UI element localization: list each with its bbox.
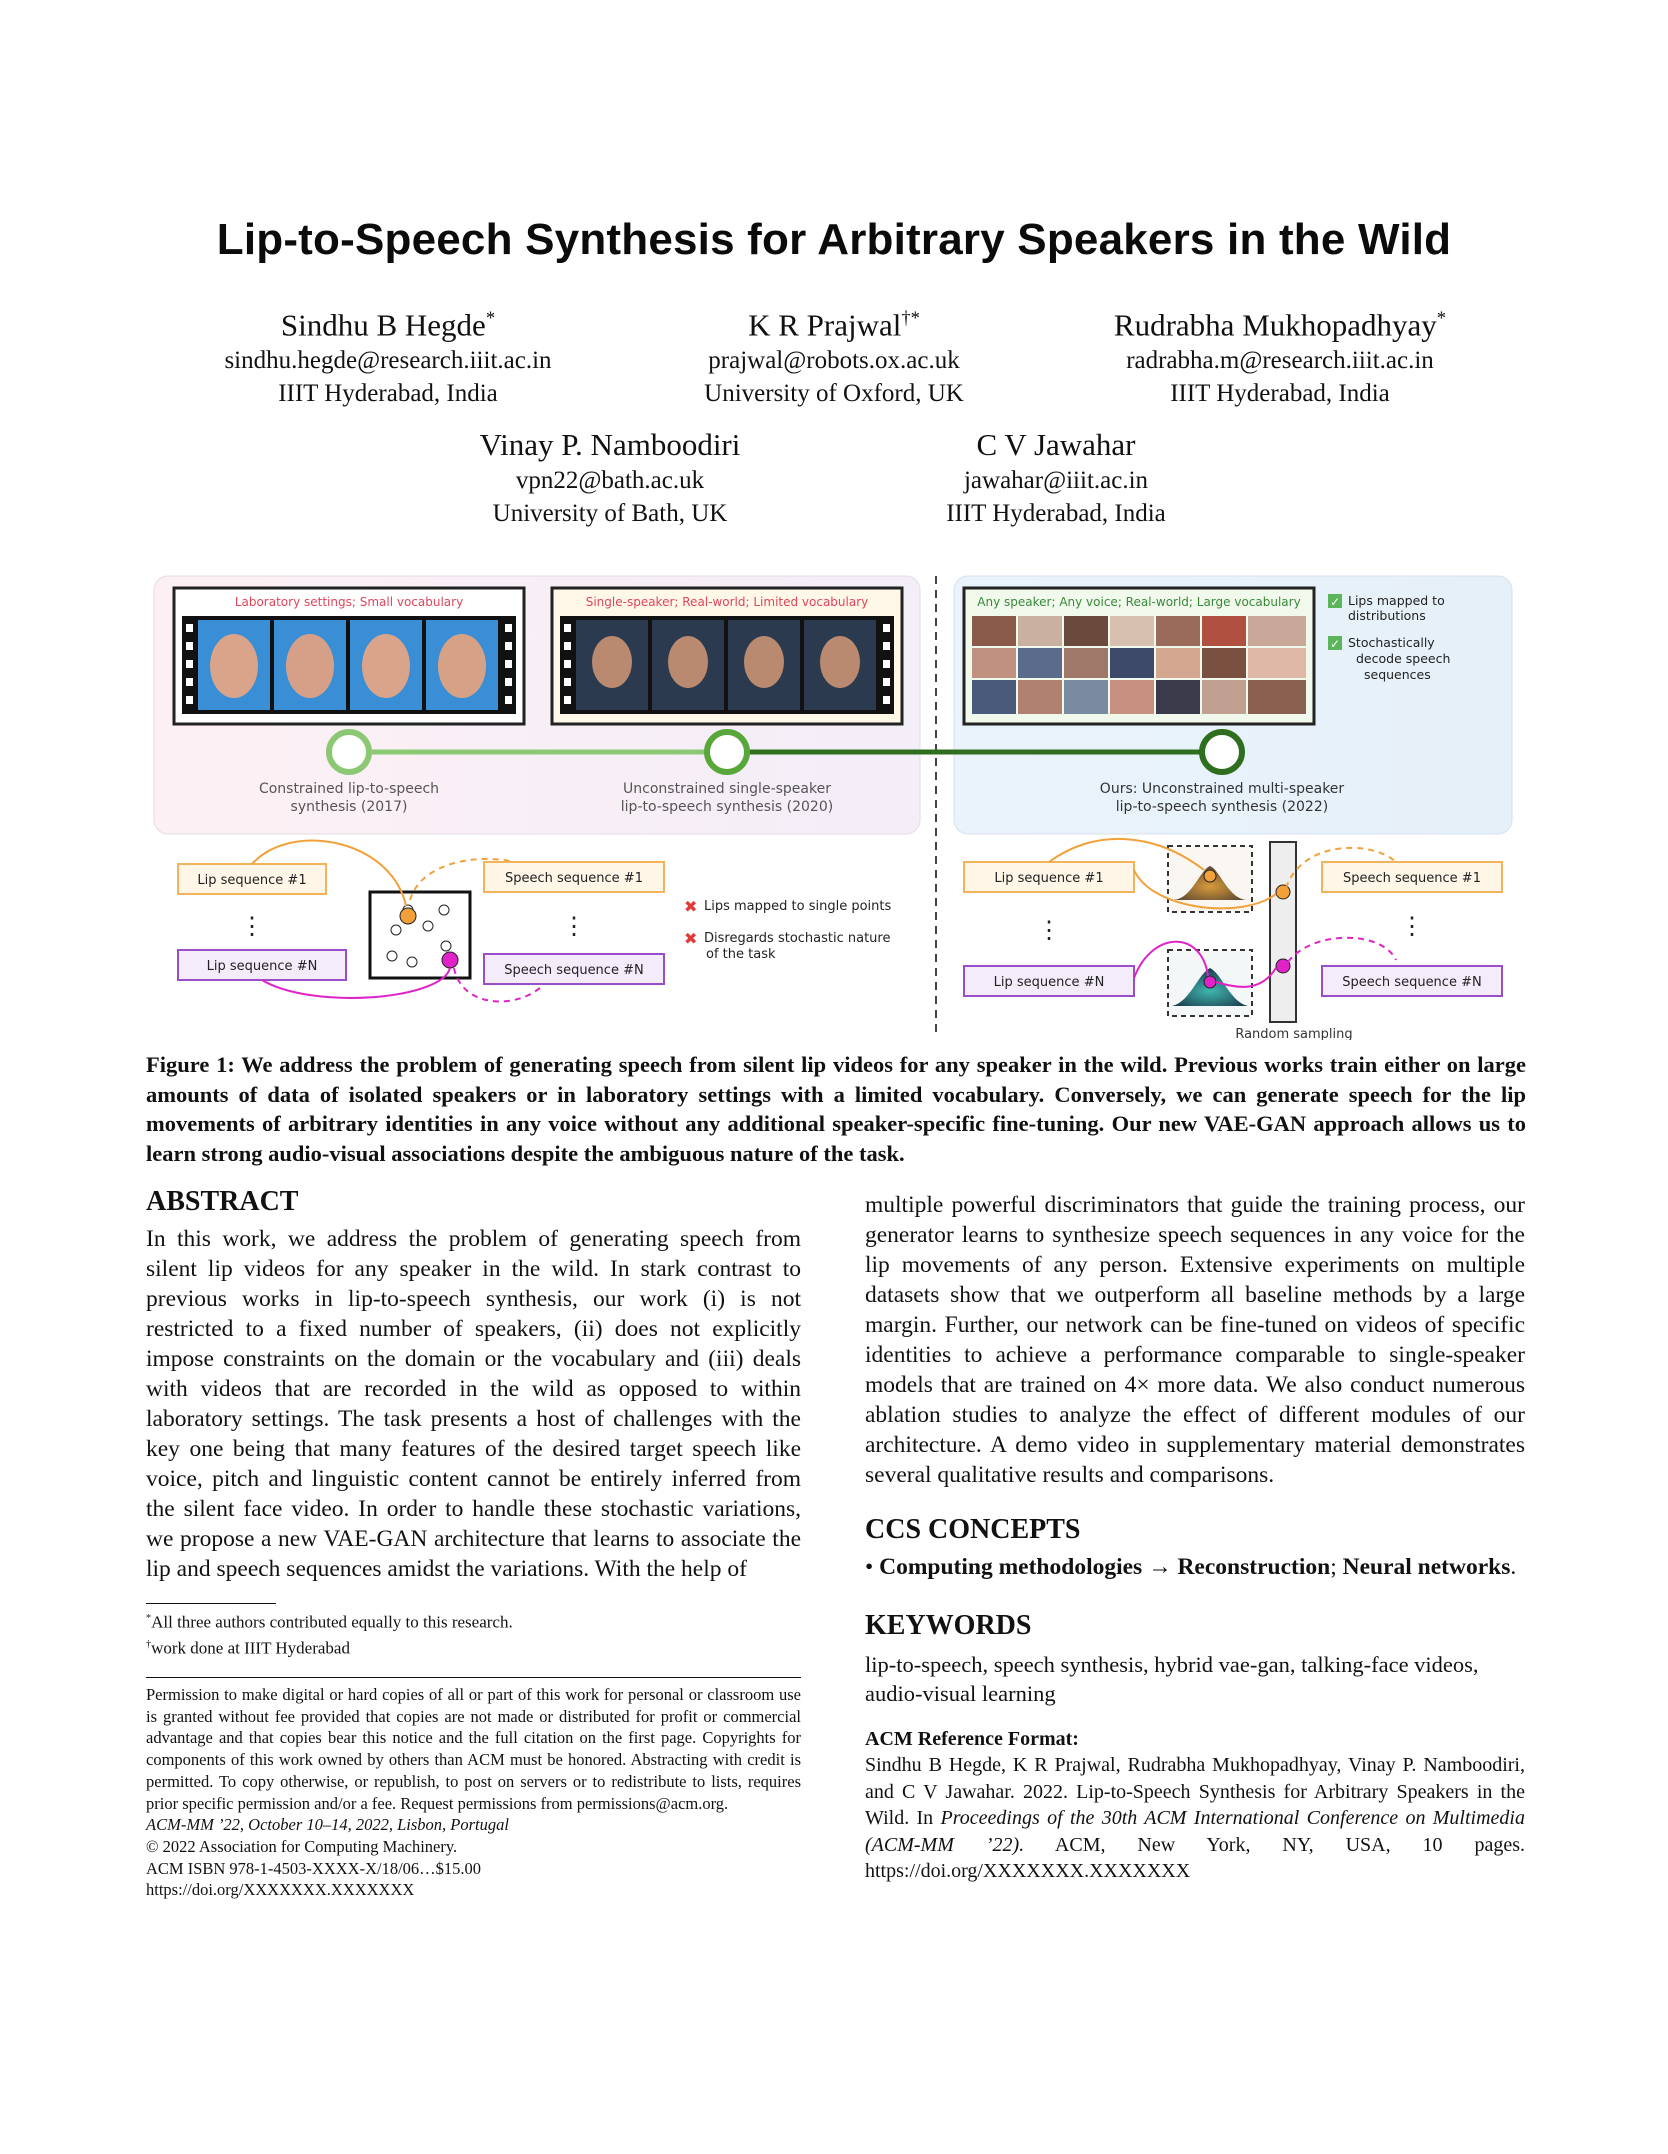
ours-speech-seq-1-label: Speech sequence #1 bbox=[1343, 871, 1481, 886]
ours-speech-seq-n-label: Speech sequence #N bbox=[1342, 975, 1482, 990]
svg-text:✓: ✓ bbox=[1330, 595, 1341, 609]
orange-point bbox=[400, 908, 416, 924]
acm-ref-post: ACM, New York, NY, USA, 10 pages. https://doi.org/XXXXXXX.XXXXXXX bbox=[865, 1833, 1525, 1882]
copyright-line: © 2022 Association for Computing Machinery. bbox=[146, 1836, 458, 1856]
lip-seq-1-label: Lip sequence #1 bbox=[197, 873, 307, 888]
author-affiliation: IIIT Hyderabad, India bbox=[1170, 380, 1390, 408]
author-name: K R Prajwal bbox=[748, 307, 902, 343]
author-mark: * bbox=[485, 308, 496, 329]
acm-ref-pre: Sindhu B Hegde, K R Prajwal, Rudrabha Mukhopadhyay, Vinay P. Namboodiri, and C V Jawahar. 2022. Lip-to-Speech Synthesis for Arbitrary Speakers in the Wild. In bbox=[865, 1754, 1525, 1829]
svg-text:✓: ✓ bbox=[1330, 637, 1341, 651]
author-name: Sindhu B Hegde bbox=[280, 307, 486, 343]
author-name: C V Jawahar bbox=[976, 427, 1136, 462]
author-email[interactable]: vpn22@bath.ac.uk bbox=[515, 467, 705, 494]
author-affiliation: IIIT Hyderabad, India bbox=[946, 500, 1166, 527]
author-block-1 bbox=[158, 300, 618, 410]
author-email[interactable]: radrabha.m@research.iiit.ac.in bbox=[1126, 347, 1434, 375]
ours-lip-seq-1-label: Lip sequence #1 bbox=[994, 871, 1104, 886]
author-email[interactable]: jawahar@iiit.ac.in bbox=[963, 467, 1149, 494]
ccs-concept-3: Neural networks bbox=[1342, 1554, 1511, 1580]
multi-speaker-face-grid bbox=[972, 616, 1306, 714]
vertical-dots: ⋮ bbox=[240, 914, 264, 940]
author-block-4 bbox=[380, 426, 840, 530]
ours-arrow-out-n bbox=[1288, 938, 1396, 962]
cross-icon: ✖ bbox=[684, 929, 698, 948]
timeline-node-2017 bbox=[329, 732, 369, 772]
vertical-dots: ⋮ bbox=[1037, 918, 1061, 944]
cross-label-2a: Disregards stochastic nature bbox=[704, 931, 891, 946]
ccs-sep: ; bbox=[1330, 1554, 1337, 1580]
footnote-1: All three authors contributed equally to this research. bbox=[151, 1612, 513, 1632]
keywords-heading: KEYWORDS bbox=[865, 1610, 1032, 1641]
speech-seq-1-label: Speech sequence #1 bbox=[505, 871, 643, 886]
doi-line[interactable]: https://doi.org/XXXXXXX.XXXXXXX bbox=[146, 1880, 415, 1900]
ccs-heading: CCS CONCEPTS bbox=[865, 1514, 1081, 1545]
cross-icon: ✖ bbox=[684, 897, 698, 916]
author-name: Rudrabha Mukhopadhyay bbox=[1113, 307, 1437, 343]
magenta-point bbox=[442, 952, 458, 968]
check-label-2b: decode speech bbox=[1356, 651, 1451, 666]
speech-seq-n-label: Speech sequence #N bbox=[504, 963, 644, 978]
figure-caption: Figure 1: We address the problem of generating speech from silent lip videos for any speaker in the wild. Previous works train either on large amounts of data of isolated speakers or in laboratory settings with a limited vocabulary. Conversely, we can generate speech for the lip movements of arbitrary identities in any voice without any additional speaker-specific fine-tuning. Our new VAE-GAN approach allows us to learn strong audio-visual associations despite the ambiguous nature of the task. bbox=[146, 1052, 1526, 1166]
ccs-concept-1: Computing methodologies bbox=[879, 1554, 1143, 1580]
cross-label-2b: of the task bbox=[706, 947, 776, 962]
author-affiliation: University of Oxford, UK bbox=[704, 380, 964, 408]
permission-rule bbox=[146, 1677, 801, 1678]
author-affiliation: IIIT Hyderabad, India bbox=[278, 380, 498, 408]
acm-ref-heading: ACM Reference Format: bbox=[865, 1728, 1079, 1750]
footnote-mark: † bbox=[146, 1638, 152, 1650]
author-email[interactable]: sindhu.hegde@research.iiit.ac.in bbox=[224, 347, 552, 375]
paper-title: Lip-to-Speech Synthesis for Arbitrary Speakers in the Wild bbox=[216, 215, 1452, 264]
svg-text:Lip sequence #1 bbox=[197, 873, 306, 888]
cross-label-1: Lips mapped to single points bbox=[704, 899, 892, 914]
author-email[interactable]: prajwal@robots.ox.ac.uk bbox=[708, 347, 960, 375]
sampled-point-1 bbox=[1276, 885, 1290, 899]
ccs-bullet: • bbox=[865, 1554, 874, 1580]
author-block-3 bbox=[1050, 300, 1510, 410]
permission-block bbox=[146, 1684, 801, 1901]
timeline-text-2a: Unconstrained single-speaker bbox=[623, 781, 831, 797]
multi-speaker-label: Any speaker; Any voice; Real-world; Large vocabulary bbox=[977, 595, 1301, 609]
timeline-text-1b: synthesis (2017) bbox=[290, 799, 408, 815]
abstract-text-left: In this work, we address the problem of generating speech from silent lip videos for any speaker in the wild. In stark contrast to previous works in lip-to-speech synthesis, our work (i) is not restricted to a fixed number of speakers, (ii) does not explicitly impose constraints on the domain or the vocabulary and (iii) deals with videos that are recorded in the wild as opposed to within laboratory settings. The task presents a host of challenges with the key one being that many features of the desired target speech like voice, pitch and linguistic content cannot be entirely inferred from the silent face video. In order to handle these stochastic variations, we propose a new VAE-GAN architecture that learns to associate the lip and speech sequences amidst the variations. With the help of bbox=[146, 1226, 801, 1582]
conference-line: ACM-MM ’22, October 10–14, 2022, Lisbon, Portugal bbox=[146, 1815, 509, 1835]
isbn-line: ACM ISBN 978-1-4503-XXXX-X/18/06…$15.00 bbox=[146, 1858, 482, 1878]
author-block-2 bbox=[604, 300, 1064, 410]
permission-text: Permission to make digital or hard copies of all or part of this work for personal or classroom use is granted without fee provided that copies are not made or distributed for profit or commercial advantage and that copies bear this notice and the full citation on the first page. Copyrights for components of this work owned by others than ACM must be honored. Abstracting with credit is permitted. To copy otherwise, or republish, to post on servers or to redistribute to lists, requires prior specific permission and/or a fee. Request permissions from permissions@acm.org. bbox=[146, 1685, 801, 1813]
check-label-2c: sequences bbox=[1364, 667, 1431, 682]
check-label-1: Lips mapped to bbox=[1348, 593, 1445, 608]
check-label-2: Stochastically bbox=[1348, 635, 1435, 650]
author-block-5 bbox=[826, 426, 1286, 530]
lip-seq-n-label: Lip sequence #N bbox=[206, 959, 318, 974]
ccs-end: . bbox=[1510, 1554, 1517, 1580]
vertical-dots: ⋮ bbox=[562, 914, 586, 940]
footnote-rule bbox=[146, 1603, 276, 1604]
timeline-node-2020 bbox=[707, 732, 747, 772]
sampling-bar bbox=[1270, 842, 1296, 1022]
footnote-mark: * bbox=[146, 1613, 152, 1624]
footnote-2: work done at IIIT Hyderabad bbox=[151, 1638, 350, 1658]
ccs-concept-2: Reconstruction bbox=[1177, 1554, 1331, 1580]
author-name: Vinay P. Namboodiri bbox=[479, 427, 741, 462]
timeline-text-2b: lip-to-speech synthesis (2020) bbox=[620, 799, 834, 815]
timeline-text-3a: Ours: Unconstrained multi-speaker bbox=[1099, 781, 1345, 797]
random-sampling-label: Random sampling bbox=[1235, 1027, 1353, 1040]
abstract-heading: ABSTRACT bbox=[146, 1186, 299, 1217]
timeline-node-2022 bbox=[1202, 732, 1242, 772]
ccs-concepts bbox=[865, 1552, 1525, 1582]
single-speaker-label: Single-speaker; Real-world; Limited vocabulary bbox=[585, 595, 869, 609]
vertical-dots: ⋮ bbox=[1400, 914, 1424, 940]
author-mark: †* bbox=[901, 308, 920, 329]
ours-lip-seq-n-label: Lip sequence #N bbox=[993, 975, 1105, 990]
timeline-text-1a: Constrained lip-to-speech bbox=[258, 781, 440, 797]
abstract-text-right: multiple powerful discriminators that guide the training process, our generator learns to synthesize speech sequences in any voice for the lip movements of any person. Extensive experiments on multiple datasets show that we outperform all baseline methods by a large margin. Further, our network can be fine-tuned on videos of specific identities to achieve a performance comparable to single-speaker models that are trained on 4× more data. We also conduct numerous ablation studies to analyze the effect of different modules of our architecture. A demo video in supplementary material demonstrates several qualitative results and comparisons. bbox=[865, 1192, 1525, 1488]
figure-1 bbox=[142, 570, 1526, 1040]
author-mark: * bbox=[1436, 308, 1447, 329]
author-affiliation: University of Bath, UK bbox=[492, 500, 728, 527]
keywords-text: lip-to-speech, speech synthesis, hybrid vae-gan, talking-face videos, audio-visual learning bbox=[865, 1652, 1479, 1706]
acm-ref-venue: Proceedings of the 30th ACM International Conference on Multimedia (ACM-MM ’22). bbox=[865, 1807, 1525, 1856]
right-column bbox=[865, 1190, 1525, 1885]
acm-ref-text bbox=[865, 1752, 1525, 1885]
ccs-arrow: → bbox=[1148, 1554, 1172, 1580]
lab-settings-label: Laboratory settings; Small vocabulary bbox=[234, 595, 464, 609]
timeline-text-3b: lip-to-speech synthesis (2022) bbox=[1115, 799, 1329, 815]
footnotes bbox=[146, 1608, 801, 1659]
left-column bbox=[146, 1184, 801, 1584]
check-label-1b: distributions bbox=[1348, 608, 1426, 623]
